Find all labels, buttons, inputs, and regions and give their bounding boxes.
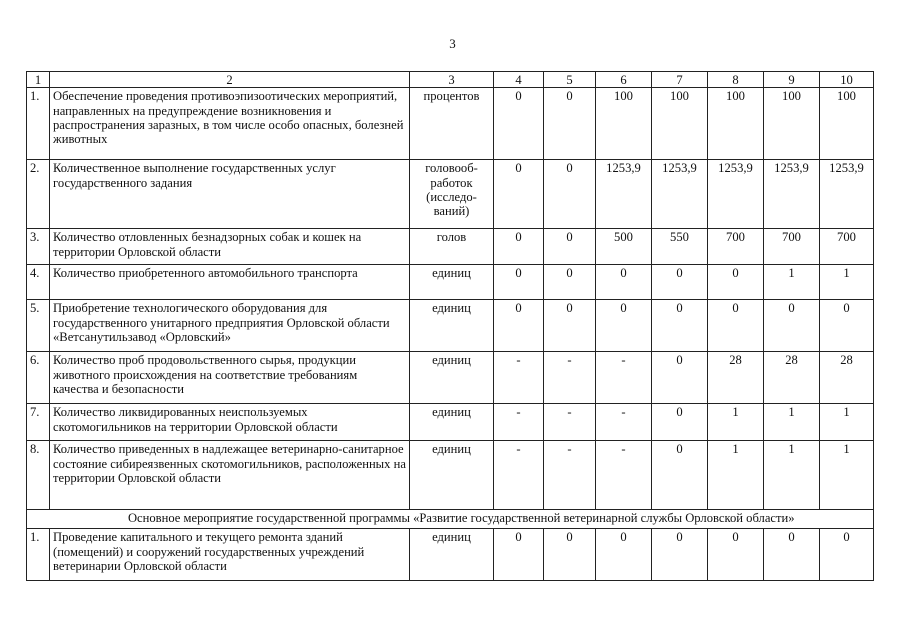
value-cell: 1 <box>708 441 764 510</box>
value-cell: 0 <box>596 265 652 300</box>
row-number: 2. <box>27 160 50 229</box>
value-cell: 0 <box>764 300 820 352</box>
value-cell: 550 <box>652 229 708 265</box>
value-cell: 1 <box>764 265 820 300</box>
unit-of-measure: единиц <box>410 529 494 581</box>
value-cell: 1 <box>764 441 820 510</box>
value-cell: 0 <box>596 300 652 352</box>
column-number-cell: 6 <box>596 72 652 88</box>
column-number-cell: 10 <box>820 72 874 88</box>
value-cell: 0 <box>652 265 708 300</box>
value-cell: 0 <box>544 300 596 352</box>
value-cell: 0 <box>652 352 708 404</box>
value-cell: 28 <box>820 352 874 404</box>
value-cell: 28 <box>764 352 820 404</box>
table-row <box>27 160 874 229</box>
column-number-cell: 9 <box>764 72 820 88</box>
column-number-cell: 3 <box>410 72 494 88</box>
unit-of-measure: голов <box>410 229 494 265</box>
value-cell: 1253,9 <box>764 160 820 229</box>
value-cell: 500 <box>596 229 652 265</box>
unit-of-measure: единиц <box>410 404 494 441</box>
page-number: 3 <box>449 36 456 51</box>
value-cell: 0 <box>820 300 874 352</box>
unit-of-measure: процентов <box>410 88 494 160</box>
value-cell: 100 <box>764 88 820 160</box>
value-cell: 0 <box>494 265 544 300</box>
value-cell: 700 <box>764 229 820 265</box>
column-number-cell: 5 <box>544 72 596 88</box>
value-cell: 0 <box>652 441 708 510</box>
value-cell: - <box>596 352 652 404</box>
unit-of-measure: единиц <box>410 265 494 300</box>
value-cell: 0 <box>494 160 544 229</box>
table-row <box>27 229 874 265</box>
indicator-name: Количество ликвидированных неиспользуемых скотомогильников на территории Орловской области <box>50 404 410 441</box>
unit-of-measure: единиц <box>410 441 494 510</box>
value-cell: 0 <box>494 529 544 581</box>
row-number: 5. <box>27 300 50 352</box>
value-cell: 1 <box>708 404 764 441</box>
table-row <box>27 529 874 581</box>
indicator-name: Проведение капитального и текущего ремонта зданий (помещений) и сооружений государственных учреждений ветеринарии Орловской области <box>50 529 410 581</box>
value-cell: 0 <box>708 529 764 581</box>
value-cell: 1253,9 <box>596 160 652 229</box>
value-cell: 0 <box>708 265 764 300</box>
value-cell: 0 <box>596 529 652 581</box>
section-number-cell <box>27 510 50 529</box>
indicator-name: Количество проб продовольственного сырья, продукции животного происхождения на соответствие требованиям качества и безопасности <box>50 352 410 404</box>
column-number-cell: 4 <box>494 72 544 88</box>
column-number-cell: 7 <box>652 72 708 88</box>
indicator-name: Количество отловленных безнадзорных собак и кошек на территории Орловской области <box>50 229 410 265</box>
value-cell: 0 <box>494 88 544 160</box>
row-number: 6. <box>27 352 50 404</box>
value-cell: 0 <box>764 529 820 581</box>
value-cell: 1 <box>820 265 874 300</box>
indicator-name: Количество приведенных в надлежащее ветеринарно-санитарное состояние сибиреязвенных скотомогильников, расположенных на территории Орловской области <box>50 441 410 510</box>
value-cell: 100 <box>708 88 764 160</box>
value-cell: 0 <box>494 300 544 352</box>
column-number-cell: 8 <box>708 72 764 88</box>
value-cell: - <box>494 404 544 441</box>
value-cell: - <box>494 441 544 510</box>
value-cell: 0 <box>544 265 596 300</box>
value-cell: - <box>494 352 544 404</box>
value-cell: 700 <box>708 229 764 265</box>
value-cell: 0 <box>494 229 544 265</box>
value-cell: 0 <box>544 88 596 160</box>
table-row <box>27 300 874 352</box>
row-number: 1. <box>27 88 50 160</box>
value-cell: - <box>596 441 652 510</box>
value-cell: 1253,9 <box>708 160 764 229</box>
value-cell: 100 <box>820 88 874 160</box>
value-cell: 0 <box>544 529 596 581</box>
unit-of-measure: единиц <box>410 300 494 352</box>
value-cell: 0 <box>544 229 596 265</box>
value-cell: 1 <box>764 404 820 441</box>
value-cell: - <box>544 441 596 510</box>
column-number-cell: 1 <box>27 72 50 88</box>
row-number: 1. <box>27 529 50 581</box>
value-cell: 700 <box>820 229 874 265</box>
column-number-cell: 2 <box>50 72 410 88</box>
value-cell: 0 <box>708 300 764 352</box>
table-header-row <box>27 72 874 88</box>
indicator-name: Количество приобретенного автомобильного транспорта <box>50 265 410 300</box>
section-row <box>27 510 874 529</box>
value-cell: - <box>596 404 652 441</box>
table-row <box>27 404 874 441</box>
value-cell: 100 <box>596 88 652 160</box>
value-cell: - <box>544 352 596 404</box>
value-cell: 0 <box>652 529 708 581</box>
indicator-name: Обеспечение проведения противоэпизоотических мероприятий, направленных на предупреждение возникновения и распространения заразных, в том числе особо опасных, болезней животных <box>50 88 410 160</box>
value-cell: 28 <box>708 352 764 404</box>
value-cell: 1253,9 <box>652 160 708 229</box>
table-row <box>27 352 874 404</box>
value-cell: - <box>544 404 596 441</box>
value-cell: 0 <box>652 300 708 352</box>
table-row <box>27 265 874 300</box>
unit-of-measure: головооб-работок (исследо-ваний) <box>410 160 494 229</box>
indicator-name: Приобретение технологического оборудования для государственного унитарного предприятия Орловской области «Ветсанутильзавод «Орловский» <box>50 300 410 352</box>
row-number: 4. <box>27 265 50 300</box>
indicator-name: Количественное выполнение государственных услуг государственного задания <box>50 160 410 229</box>
value-cell: 100 <box>652 88 708 160</box>
value-cell: 1 <box>820 404 874 441</box>
value-cell: 0 <box>652 404 708 441</box>
row-number: 8. <box>27 441 50 510</box>
row-number: 3. <box>27 229 50 265</box>
table-row <box>27 88 874 160</box>
value-cell: 0 <box>544 160 596 229</box>
value-cell: 1253,9 <box>820 160 874 229</box>
table-row <box>27 441 874 510</box>
unit-of-measure: единиц <box>410 352 494 404</box>
indicators-table <box>26 71 874 581</box>
value-cell: 1 <box>820 441 874 510</box>
value-cell: 0 <box>820 529 874 581</box>
row-number: 7. <box>27 404 50 441</box>
section-title: Основное мероприятие государственной программы «Развитие государственной ветеринарной службы Орловской области» <box>50 510 874 529</box>
